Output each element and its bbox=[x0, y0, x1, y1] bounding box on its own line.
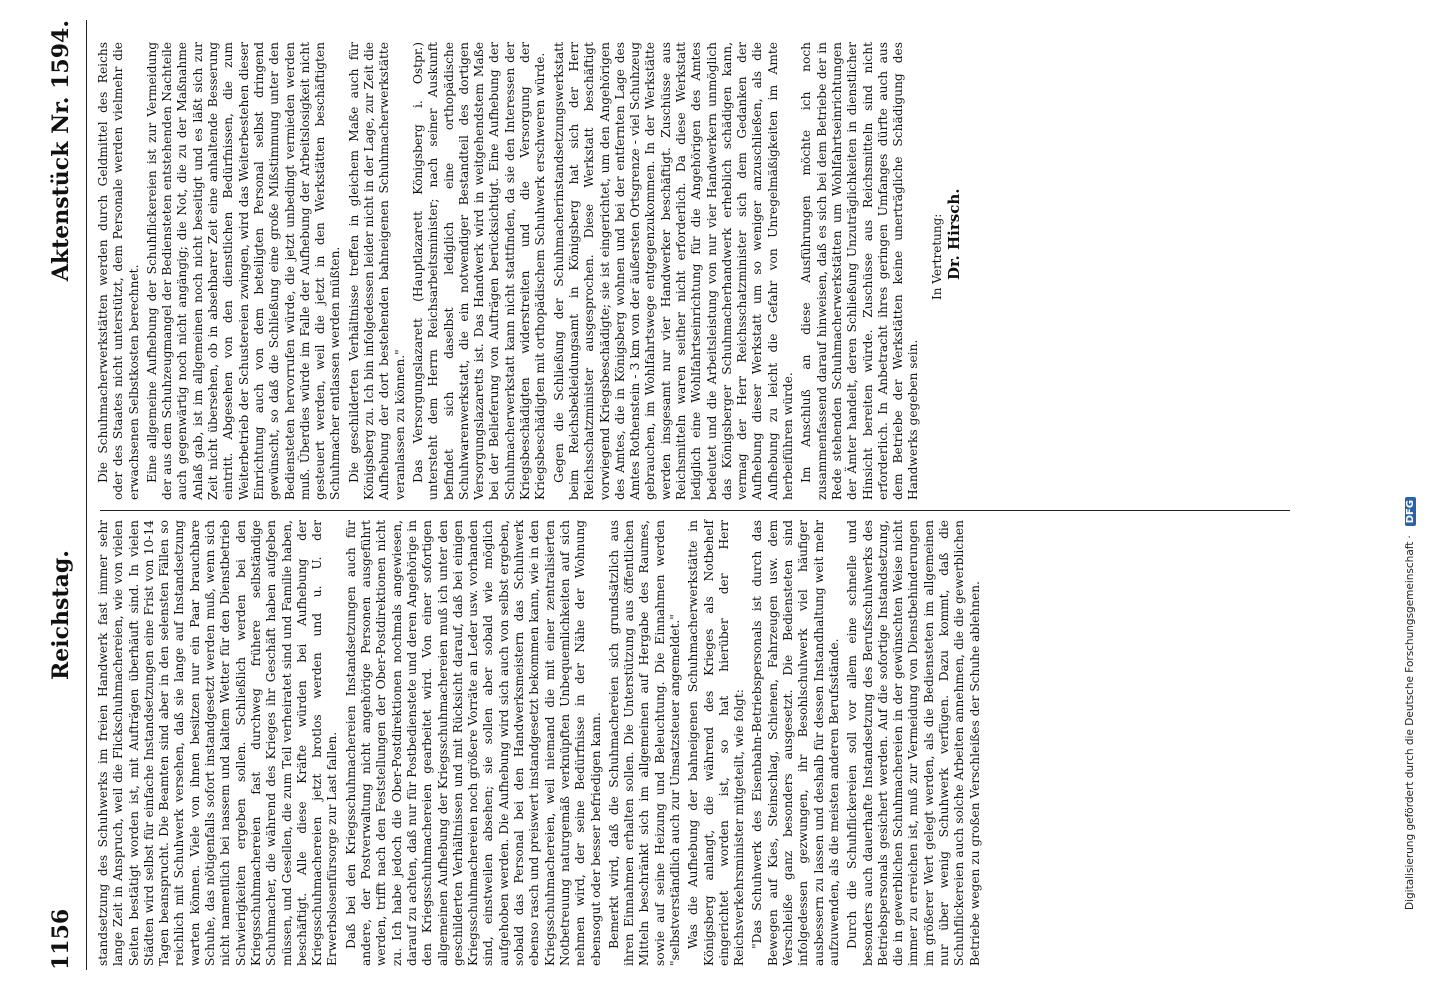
signature-intro: In Vertretung: bbox=[929, 213, 944, 300]
paragraph: Was die Aufhebung der bahneigenen Schuhmacherwerkstätte in Königsberg anlangt, die während des Krieges als Notbehelf eingerichtet worden ist, so hat hierüber der Herr Reichsverkehrsminister mitgeteilt, wie folgt: bbox=[686, 520, 747, 966]
document-label: Aktenstück Nr. 1594. bbox=[48, 20, 74, 282]
digitisation-credit: Digitalisierung gefördert durch die Deutsche Forschungsgemeinschaft·DFG bbox=[1404, 10, 1426, 910]
right-column bbox=[96, 42, 962, 500]
page-header bbox=[48, 20, 84, 970]
paragraph: Im Anschluß an diese Ausführungen möchte ich noch zusammenfassend darauf hinweisen, daß es sich bei dem Betriebe der in Rede stehenden Schuhmacherwerkstätten um Wohlfahrtseinrichtungen der Ämter handelt, deren Schließung Unzuträglichkeiten in dienstlicher Hinsicht bereiten würde. Zuschüsse aus Reichsmitteln sind nicht erforderlich. In Anbetracht ihres geringen Umfanges dürfte auch aus dem Betriebe der Werkstätten keine unerträgliche Schädigung des Handwerks gegeben sein. bbox=[799, 42, 921, 500]
header-rule bbox=[86, 20, 87, 970]
header-title: Reichstag. bbox=[48, 550, 74, 680]
left-column bbox=[96, 520, 983, 966]
paragraph: Gegen die Schließung der Schuhmacherinstandsetzungswerkstatt beim Reichsbekleidungsamt in Königsberg hat sich der Herr Reichsschatzminister ausgesprochen. Diese Werkstatt beschäftigt vorwiegend Kriegsbeschädigte; sie ist eingerichtet, um den Angehörigen des Amtes, die in Königsberg wohnen und bei der entfernten Lage des Amtes Rothenstein - 3 km von der äußersten Ortsgrenze - viel Schuhzeug gebrauchen, im Wohlfahrtswege entgegenzukommen. In der Werkstätte werden insgesamt nur vier Handwerker beschäftigt. Zuschüsse aus Reichsmitteln waren seither nicht erforderlich. Da diese Werkstatt lediglich eine Wohlfahrtseinrichtung für die Angehörigen des Amtes bedeutet und die Arbeitsleistung von nur vier Handwerkern unmöglich das Königsberger Schuhmacherhandwerk erheblich schädigen kann, vermag der Herr Reichsschatzminister sich dem Gedanken der Aufhebung dieser Werkstatt um so weniger anzuschließen, als die Aufhebung zu leicht die Gefahr von Unregelmäßigkeiten im Amte herbeiführen würde. bbox=[551, 42, 796, 500]
credit-text: Digitalisierung gefördert durch die Deutsche Forschungsgemeinschaft bbox=[1404, 541, 1416, 910]
paragraph: Das Versorgungslazarett (Hauptlazarett Königsberg i. Ostpr.) untersteht dem Herrn Reichsarbeitsminister; nach seiner Auskunft befindet sich daselbst lediglich eine orthopädische Schuhwarenwerkstatt, die ein notwendiger Bestandteil des dortigen Versorgungslazaretts ist. Das Handwerk wird in weitgehendstem Maße bei der Belieferung von Aufträgen berücksichtigt. Eine Aufhebung der Schuhmacherwerkstatt kann nicht stattfinden, da sie den Interessen der Kriegsbeschädigten widerstreiten und die Versorgung der Kriegsbeschädigten mit orthopädischem Schuhwerk erschweren würde. bbox=[410, 42, 548, 500]
paragraph: Die Schuhmacherwerkstätten werden durch Geldmittel des Reichs oder des Staates nicht unterstützt, dem Personale werden vielmehr die erwachsenen Selbstkosten berechnet. bbox=[96, 42, 141, 500]
paragraph: Eine allgemeine Aufhebung der Schuhflickereien ist zur Vermeidung der aus dem Schuhzeugmangel der Bediensteten entstehenden Nachteile auch gegenwärtig noch nicht angängig; die Not, die zu der Maßnahme Anlaß gab, ist im allgemeinen noch nicht beseitigt und es läßt sich zur Zeit nicht übersehen, ob in absehbarer Zeit eine anhaltende Besserung eintritt. Abgesehen von den dienstlichen Bedürfnissen, die zum Weiterbetrieb der Schustereien zwingen, wird das Weiterbestehen dieser Einrichtung auch von dem beteiligten Personal selbst dringend gewünscht, so daß die Schließung eine große Mißstimmung unter den Bediensteten hervorrufen würde, die jetzt unbedingt vermieden werden muß. Überdies würde im Falle der Aufhebung der Arbeitslosigkeit nicht gesteuert werden, weil die jetzt in den Werkstätten beschäftigten Schuhmacher entlassen werden müßten. bbox=[144, 42, 343, 500]
paragraph: standsetzung des Schuhwerks im freien Handwerk fast immer sehr lange Zeit in Anspruch, weil die Flickschuhmachereien, wie von vielen Seiten bestätigt worden ist, mit Aufträgen überhäuft sind. In vielen Städten wird selbst für einfache Instandsetzungen eine Frist von 10-14 Tagen beansprucht. Die Beamten sind aber in den selensten Fällen so reichlich mit Schuhwerk versehen, daß sie lange auf Instandsetzung warten können. Viele von ihnen besitzen nur ein Paar brauchbare Schuhe, das nötigenfalls sofort instandgesetzt werden muß, wenn sich nicht namentlich bei nassem und kaltem Wetter für den Dienstbetrieb Schwierigkeiten ergeben sollen. Schließlich werden bei den Kriegsschuhmachereien fast durchweg frühere selbständige Schuhmacher, die während des Krieges ihr Geschäft haben aufgeben müssen, und Gesellen, die zum Teil verheiratet sind und Familie haben, beschäftigt. Alle diese Kräfte würden bei Aufhebung der Kriegsschuhmachereien jetzt brotlos werden und u. U. der Erwerbslosenfürsorge zur Last fallen. bbox=[96, 520, 340, 966]
paragraph: Bemerkt wird, daß die Schuhmachereien sich grundsätzlich aus ihren Einnahmen erhalten sollen. Die Unterstützung aus öffentlichen Mitteln beschränkt sich im allgemeinen auf Hergabe des Raumes, sowie auf seine Heizung und Beleuchtung. Die Einnahmen werden "selbstverständlich auch zur Umsatzsteuer angemeldet." bbox=[606, 520, 682, 966]
page-number: 1156 bbox=[48, 908, 74, 970]
column-divider bbox=[100, 510, 1290, 511]
paragraph: Daß bei den Kriegsschuhmachereien Instandsetzungen auch für andere, der Postverwaltung nicht angehörige Personen ausgeführt werden, trifft nach den Feststellungen der Ober-Postdirektionen nicht zu. Ich habe jedoch die Ober-Postdirektionen nochmals angewiesen, darauf zu achten, daß nur für Postbedienstete und deren Angehörige in den Kriegsschuhmachereien gearbeitet wird. Von einer sofortigen allgemeinen Aufhebung der Kriegsschuhmachereien muß ich unter den geschilderten Verhältnissen und mit Rücksicht darauf, daß bei einigen Kriegsschuhmachereien noch größere Vorräte an Leder usw. vorhanden sind, einstweilen absehen; sie sollen aber sobald wie möglich aufgehoben werden. Die Aufhebung wird sich auch von selbst ergeben, sobald das Personal bei den Handwerksmeistern das Schuhwerk ebenso rasch und preiswert instandgesetzt bekommen kann, wie in den Kriegsschuhmachereien, weil niemand die mit einer zentralisierten Notbetreuung naturgemäß verknüpften Unbequemlichkeiten auf sich nehmen wird, der seine Bedürfnisse in der Nähe der Wohnung ebensogut oder besser befriedigen kann. bbox=[343, 520, 603, 966]
signature-name: Dr. Hirsch. bbox=[945, 188, 964, 280]
paragraph: Durch die Schuhflickereien soll vor allem eine schnelle und besonders auch dauerhafte Instandsetzung des Berufsschuhwerks des Betriebspersonals gesichert werden. Auf die sofortige Instandsetzung, die in gewerblichen Schuhmachereien in der gewünschten Weise nicht immer zu erreichen ist, muß zur Vermeidung von Dienstbehinderungen im größerer Wert gelegt werden, als die Bediensteten im allgemeinen nur über wenig Schuhwerk verfügen. Dazu kommt, daß die Schuhflickereien auch solche Arbeiten annehmen, die die gewerblichen Betriebe wegen zu großen Verschleißes der Schuhe ablehnen. bbox=[845, 520, 982, 966]
dfg-logo: DFG bbox=[1405, 497, 1416, 526]
paragraph: "Das Schuhwerk des Eisenbahn-Betriebspersonals ist durch das Bewegen auf Kies, Steinschlag, Schienen, Fahrzeugen usw. dem Verschleiße ganz besonders ausgesetzt. Die Bediensteten sind infolgedessen gezwungen, ihr Besohlschuhwerk viel häufiger ausbessern zu lassen und deshalb für dessen Instandhaltung weit mehr aufzuwenden, als die meisten anderen Berufsstände. bbox=[750, 520, 841, 966]
paragraph: Die geschilderten Verhältnisse treffen in gleichem Maße auch für Königsberg zu. Ich bin infolgedessen leider nicht in der Lage, zur Zeit die Aufhebung der dort bestehenden bahneigenen Schuhmacherwerkstätte veranlassen zu können." bbox=[346, 42, 407, 500]
